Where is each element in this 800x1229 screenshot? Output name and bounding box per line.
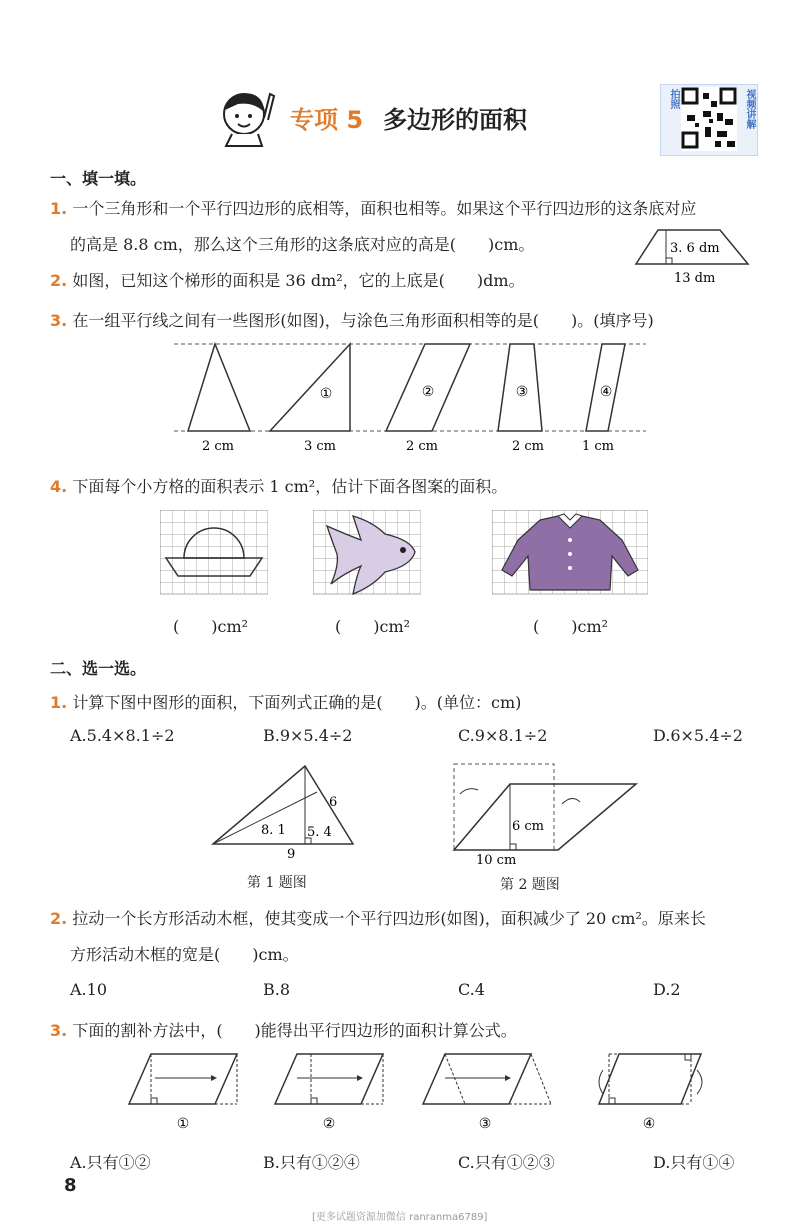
qr-code-icon[interactable] <box>681 87 737 151</box>
original-rectangle <box>454 764 554 850</box>
option-d[interactable]: D.6×5.4÷2 <box>653 726 743 745</box>
base-label: 2 cm <box>511 439 545 454</box>
figure-label: 5. 4 <box>307 825 332 840</box>
base-label: 2 cm <box>201 439 235 454</box>
qr-right-text: 视频讲解 <box>744 89 755 129</box>
base-label: 1 cm <box>581 439 615 454</box>
question-number: 4. <box>50 477 68 496</box>
answer-blank-3[interactable]: ( )cm² <box>533 617 609 636</box>
grid-hat-figure <box>160 510 268 596</box>
question-2 <box>50 268 525 291</box>
qr-code-panel[interactable] <box>660 84 758 156</box>
parallelogram-shape <box>454 784 636 850</box>
option-b[interactable]: B.8 <box>263 980 291 999</box>
shape-label: ① <box>319 386 333 402</box>
figure-label: 10 cm <box>476 853 517 868</box>
figure-label: ③ <box>478 1116 492 1132</box>
question-number: 2. <box>50 271 68 290</box>
page-title <box>290 100 527 135</box>
option-a[interactable]: A.10 <box>70 980 107 999</box>
shape-label: ④ <box>599 384 613 400</box>
question-text: 如图，已知这个梯形的面积是 36 dm²，它的上底是( )dm。 <box>72 271 525 290</box>
question-text: 一个三角形和一个平行四边形的底相等，面积也相等。如果这个平行四边形的这条底对应 <box>72 199 697 218</box>
question-text: 下面的割补方法中，( )能得出平行四边形的面积计算公式。 <box>72 1021 517 1040</box>
figure-label: 9 <box>287 847 296 860</box>
question-text: 拉动一个长方形活动木框，使其变成一个平行四边形(如图)，面积减少了 20 cm²。原来长 <box>72 909 706 928</box>
figure-label: ② <box>322 1116 336 1132</box>
right-angle-mark <box>666 258 672 264</box>
parallelogram-figure-2 <box>450 760 640 870</box>
rotation-arrow-icon <box>562 798 580 804</box>
page-number: 8 <box>64 1175 77 1196</box>
fish-eye <box>400 547 406 553</box>
option-a[interactable]: A.只有①② <box>70 1153 151 1172</box>
shape-label: ② <box>421 384 435 400</box>
section-heading-choose: 二、选一选。 <box>50 659 147 678</box>
topic-name: 多边形的面积 <box>383 106 528 134</box>
figure-2-caption: 第 2 题图 <box>500 877 560 893</box>
section-heading-fill: 一、填一填。 <box>50 169 147 188</box>
question-number: 3. <box>50 311 68 330</box>
figure-label: 6 <box>329 795 338 810</box>
question-1-line1 <box>50 196 696 219</box>
question-number: 1. <box>50 693 68 712</box>
question-text: 计算下图中图形的面积，下面列式正确的是( )。(单位：cm) <box>72 693 522 712</box>
right-angle-mark <box>510 844 516 850</box>
grid-sweater-figure <box>492 510 648 596</box>
option-d[interactable]: D.2 <box>653 980 681 999</box>
question-1-line2: 的高是 8.8 cm，那么这个三角形的这条底对应的高是( )cm。 <box>70 235 535 254</box>
option-b[interactable]: B.只有①②④ <box>263 1153 360 1172</box>
option-b[interactable]: B.9×5.4÷2 <box>263 726 353 745</box>
option-d[interactable]: D.只有①④ <box>653 1153 735 1172</box>
option-c[interactable]: C.只有①②③ <box>458 1153 555 1172</box>
question-number: 2. <box>50 909 68 928</box>
question-number: 1. <box>50 199 68 218</box>
triangle-1 <box>270 344 350 431</box>
question-2-2-line2: 方形活动木框的宽是( )cm。 <box>70 945 299 964</box>
qr-left-text: 拍照 <box>668 89 679 109</box>
base-label: 2 cm <box>405 439 439 454</box>
cut-figure-2 <box>275 1054 383 1104</box>
figure-label: ④ <box>642 1116 656 1132</box>
topic-label: 专项 5 <box>290 106 364 134</box>
option-c[interactable]: C.9×8.1÷2 <box>458 726 548 745</box>
option-c[interactable]: C.4 <box>458 980 485 999</box>
shaded-triangle <box>188 344 250 431</box>
grid-fish-figure <box>313 510 421 596</box>
question-text: 在一组平行线之间有一些图形(如图)，与涂色三角形面积相等的是( )。(填序号) <box>72 311 654 330</box>
cut-figure-3 <box>423 1054 551 1104</box>
figure-label: ① <box>176 1116 190 1132</box>
question-number: 3. <box>50 1021 68 1040</box>
triangle-figure-1 <box>205 760 365 860</box>
trapezoid-height-label: 3. 6 dm <box>670 241 720 256</box>
question-text: 下面每个小方格的面积表示 1 cm²，估计下面各图案的面积。 <box>72 477 508 496</box>
question-2-2-line1 <box>50 906 706 929</box>
cut-and-fill-figures <box>125 1050 715 1134</box>
figure-label: 8. 1 <box>261 823 286 838</box>
cut-figure-1 <box>129 1054 237 1104</box>
footer-watermark: [更多试题资源加微信 ranranma6789] <box>312 1212 488 1223</box>
trapezoid-figure <box>630 224 760 286</box>
base-label: 3 cm <box>303 439 337 454</box>
question-4 <box>50 474 507 497</box>
trapezoid-base-label: 13 dm <box>674 271 716 286</box>
question-2-1 <box>50 690 521 713</box>
cut-figure-4 <box>599 1054 702 1104</box>
answer-blank-2[interactable]: ( )cm² <box>335 617 411 636</box>
shape-label: ③ <box>515 384 529 400</box>
figure-1-caption: 第 1 题图 <box>247 875 307 891</box>
option-a[interactable]: A.5.4×8.1÷2 <box>70 726 175 745</box>
question-2-3 <box>50 1018 517 1041</box>
answer-blank-1[interactable]: ( )cm² <box>173 617 249 636</box>
rotation-arrow-icon <box>460 789 478 794</box>
cartoon-boy-icon <box>212 88 282 148</box>
parallel-lines-figure <box>170 338 650 458</box>
question-3 <box>50 308 654 331</box>
figure-label: 6 cm <box>512 819 545 834</box>
